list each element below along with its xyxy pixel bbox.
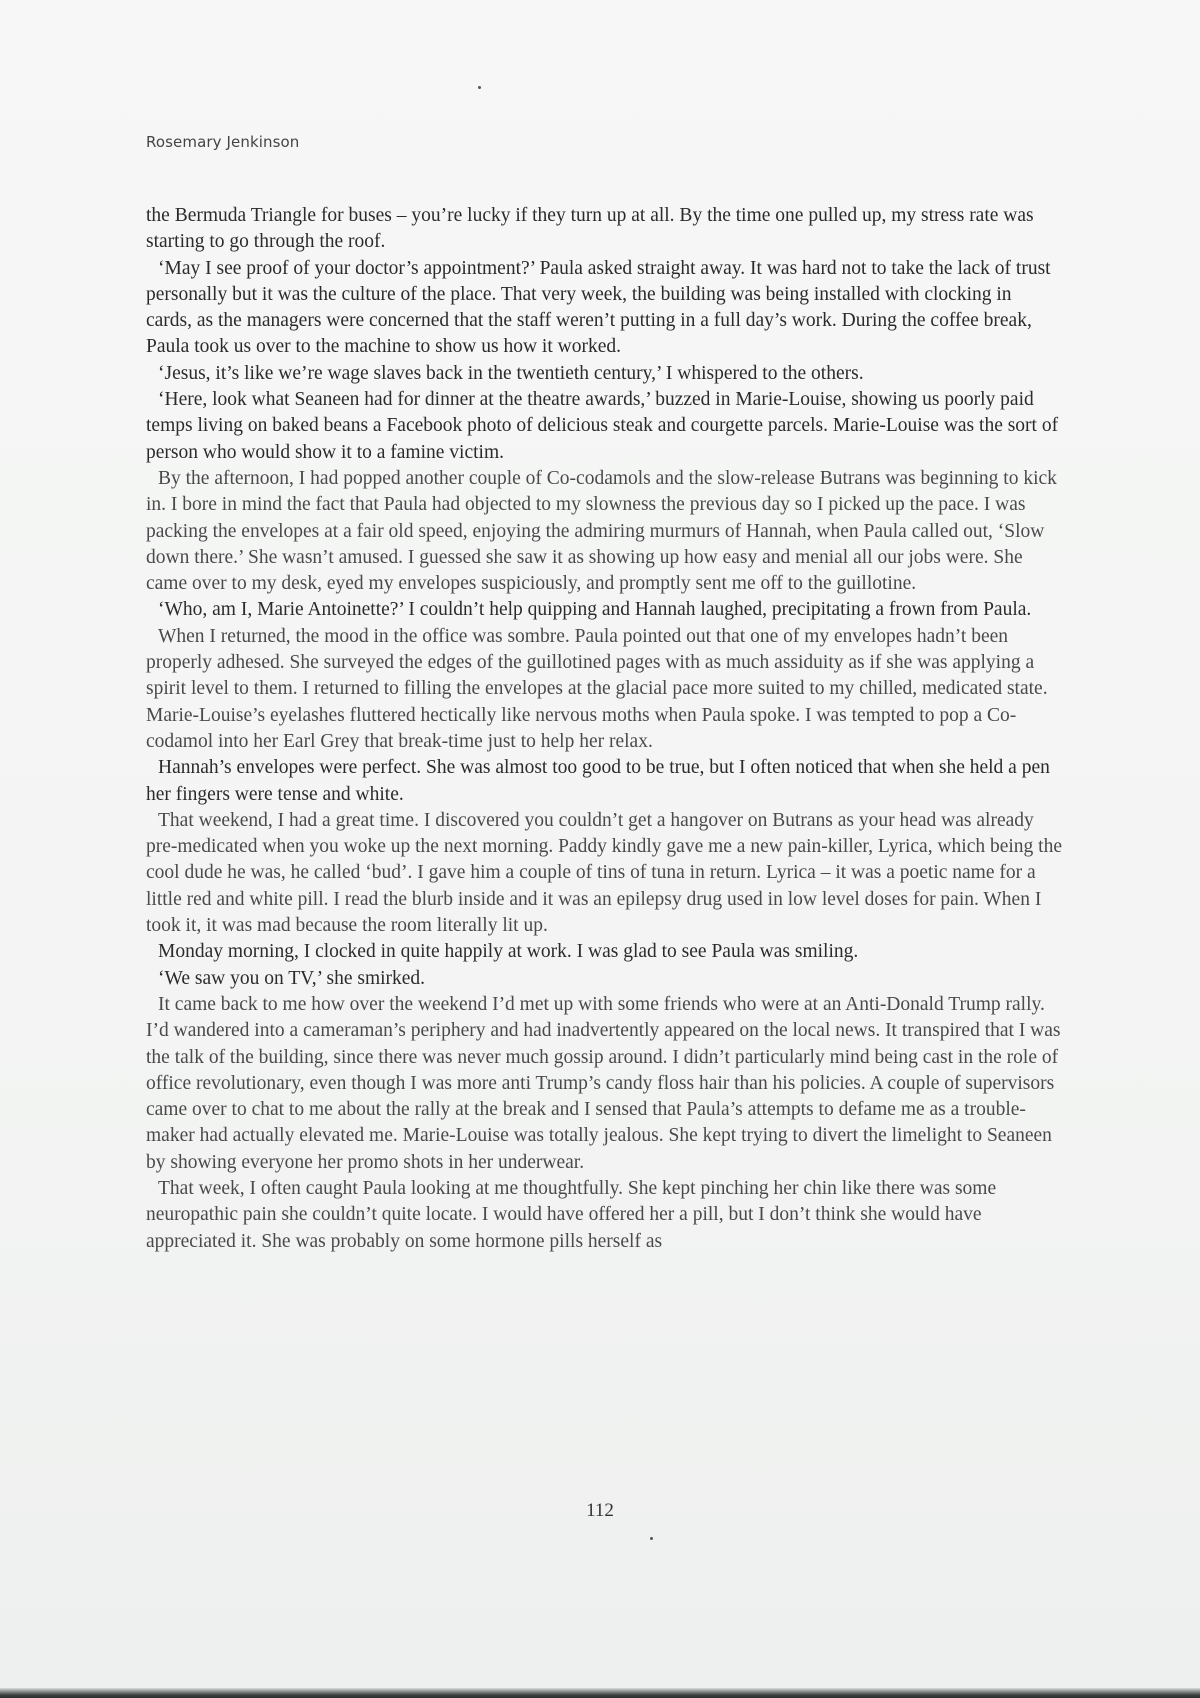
paragraph: the Bermuda Triangle for buses – you’re lucky if they turn up at all. By the time one pulled up, my stress rate was starting to go through the roof. xyxy=(146,205,1034,253)
paragraph: It came back to me how over the weekend I’d met up with some friends who were at an Anti-Donald Trump rally. I’d wandered into a cameraman’s periphery and had inadvertently appeared on the local news. It transpired that I was the talk of the building, since there was never much gossip around. I didn’t particularly mind being cast in the role of office revolutionary, even though I was more anti Trump’s candy floss hair than his policies. A couple of supervisors came over to chat to me about the rally at the break and I sensed that Paula’s attempts to defame me as a trouble-maker had actually elevated me. Marie-Louise was totally jealous. She kept trying to divert the limelight to Seaneen by showing everyone her promo shots in her underwear. xyxy=(146,993,1061,1173)
paragraph: By the afternoon, I had popped another couple of Co-codamols and the slow-release Butrans was beginning to kick in. I bore in mind the fact that Paula had objected to my slowness the previous day so I picked up the pace. I was packing the envelopes at a fair old speed, enjoying the admiring murmurs of Hannah, when Paula called out, ‘Slow down there.’ She wasn’t amused. I guessed she saw it as showing up how easy and menial all our jobs were. She came over to my desk, eyed my envelopes suspiciously, and promptly sent me off to the guillotine. xyxy=(146,467,1057,595)
paragraph: That weekend, I had a great time. I discovered you couldn’t get a hangover on Butrans as your head was already pre-medicated when you woke up the next morning. Paddy kindly gave me a new pain-killer, Lyrica, which being the cool dude he was, he called ‘bud’. I gave him a couple of tins of tuna in return. Lyrica – it was a poetic name for a little red and white pill. I read the blurb inside and it was an epilepsy drug used in low level doses for pain. When I took it, it was mad because the room literally lit up. xyxy=(146,809,1062,937)
paragraph: ‘We saw you on TV,’ she smirked. xyxy=(158,967,426,989)
paragraph: That week, I often caught Paula looking at me thoughtfully. She kept pinching her chin like there was some neuropathic pain she couldn’t quite locate. I would have offered her a pill, but I don’t think she would have appreciated it. She was probably on some hormone pills herself as xyxy=(146,1177,997,1252)
body-text xyxy=(146,203,1062,1255)
scan-bottom-edge xyxy=(0,1688,1200,1698)
ink-speck xyxy=(650,1537,653,1540)
ink-speck xyxy=(478,86,481,89)
paragraph: Hannah’s envelopes were perfect. She was almost too good to be true, but I often noticed that when she held a pen her fingers were tense and white. xyxy=(146,757,1050,805)
paragraph: ‘Here, look what Seaneen had for dinner at the theatre awards,’ buzzed in Marie-Louise, showing us poorly paid temps living on baked beans a Facebook photo of delicious steak and courgette parcels. Marie-Louise was the sort of person who would show it to a famine victim. xyxy=(146,389,1059,463)
paragraph: When I returned, the mood in the office was sombre. Paula pointed out that one of my envelopes hadn’t been properly adhesed. She surveyed the edges of the guillotined pages with as much assiduity as if she was applying a spirit level to them. I returned to filling the envelopes at the glacial pace more suited to my chilled, medicated state. Marie-Louise’s eyelashes fluttered hectically like nervous moths when Paula spoke. I was tempted to pop a Co-codamol into her Earl Grey that break-time just to help her relax. xyxy=(146,625,1048,752)
page-number: 112 xyxy=(586,1500,614,1521)
paragraph: ‘Who, am I, Marie Antoinette?’ I couldn’t help quipping and Hannah laughed, precipitating a frown from Paula. xyxy=(158,599,1032,621)
paragraph: Monday morning, I clocked in quite happily at work. I was glad to see Paula was smiling. xyxy=(158,941,859,963)
paragraph: ‘Jesus, it’s like we’re wage slaves back in the twentieth century,’ I whispered to the others. xyxy=(158,362,864,384)
running-head: Rosemary Jenkinson xyxy=(146,133,300,151)
paragraph: ‘May I see proof of your doctor’s appointment?’ Paula asked straight away. It was hard not to take the lack of trust personally but it was the culture of the place. That very week, the building was being installed with clocking in cards, as the managers were concerned that the staff weren’t putting in a full day’s work. During the coffee break, Paula took us over to the machine to show us how it worked. xyxy=(146,257,1051,358)
